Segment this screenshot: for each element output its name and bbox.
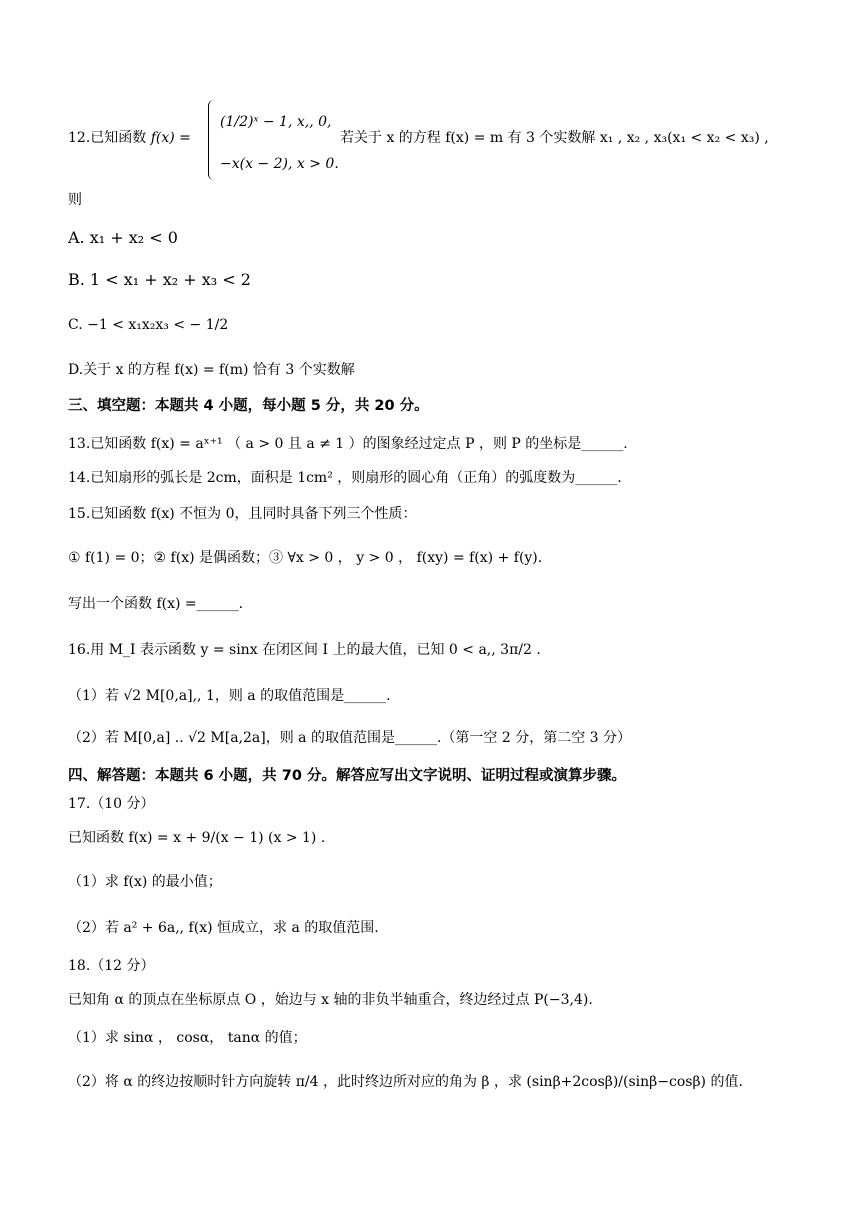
q15-line-3: 写出一个函数 f(x) =______.: [68, 596, 244, 612]
q12-option-b: B. 1 < x₁ + x₂ + x₃ < 2: [68, 270, 251, 289]
q15-line-1: 15.已知函数 f(x) 不恒为 0，且同时具备下列三个性质：: [68, 506, 417, 522]
section3-heading: 三、填空题：本题共 4 小题，每小题 5 分，共 20 分。: [68, 398, 429, 414]
q16-part-2: （2）若 M[0,a] .. √2 M[a,2a]，则 a 的取值范围是______.（第一空 2 分，第二空 3 分）: [68, 730, 632, 746]
q17-statement: 已知函数 f(x) = x + 9/(x − 1) (x > 1) .: [68, 830, 326, 846]
q15-line-2: ① f(1) = 0；② f(x) 是偶函数；③ ∀x > 0 ， y > 0 ， f(xy) = f(x) + f(y).: [68, 550, 543, 566]
q18-part-2: （2）将 α 的终边按顺时针方向旋转 π/4 ，此时终边所对应的角为 β ，求 (sinβ+2cosβ)/(sinβ−cosβ) 的值.: [68, 1074, 743, 1090]
q18-statement: 已知角 α 的顶点在坐标原点 O ，始边与 x 轴的非负半轴重合，终边经过点 P(−3,4).: [68, 992, 593, 1008]
section4-heading: 四、解答题：本题共 6 小题，共 70 分。解答应写出文字说明、证明过程或演算步骤。: [68, 768, 626, 784]
q12-func-lhs: f(x) =: [150, 130, 191, 146]
q17-part-2: （2）若 a² + 6a,, f(x) 恒成立，求 a 的取值范围.: [68, 920, 379, 936]
q17-part-1: （1）求 f(x) 的最小值；: [68, 874, 222, 890]
q12-intro: [68, 128, 191, 148]
q12-option-a: A. x₁ + x₂ < 0: [68, 228, 178, 247]
q18-part-1: （1）求 sinα ， cosα， tanα 的值；: [68, 1030, 307, 1046]
q12-option-d: D.关于 x 的方程 f(x) = f(m) 恰有 3 个实数解: [68, 362, 355, 378]
q18-score: 18.（12 分）: [68, 958, 155, 974]
q12-intro-text: 12.已知函数: [68, 130, 147, 146]
q12-case-1: (1/2)ˣ − 1, x,, 0,: [220, 114, 332, 130]
q12-option-c: C. −1 < x₁x₂x₃ < − 1/2: [68, 317, 229, 333]
q14: 14.已知扇形的弧长是 2cm，面积是 1cm² ，则扇形的圆心角（正角）的弧度数为______.: [68, 470, 622, 486]
q16-part-1: （1）若 √2 M[0,a],, 1，则 a 的取值范围是______.: [68, 688, 391, 704]
q12-case-2: −x(x − 2), x > 0.: [220, 156, 339, 172]
q16-intro: 16.用 M_I 表示函数 y = sinx 在闭区间 I 上的最大值，已知 0 < a,, 3π/2 .: [68, 642, 541, 658]
q12-then: 则: [68, 192, 82, 208]
q17-score: 17.（10 分）: [68, 796, 155, 812]
q13: 13.已知函数 f(x) = aˣ⁺¹ （ a > 0 且 a ≠ 1 ）的图象经过定点 P ，则 P 的坐标是______.: [68, 436, 628, 452]
q12-condition: 若关于 x 的方程 f(x) = m 有 3 个实数解 x₁ , x₂ , x₃(x₁ < x₂ < x₃) ,: [340, 130, 769, 146]
piecewise-brace: [208, 100, 217, 180]
